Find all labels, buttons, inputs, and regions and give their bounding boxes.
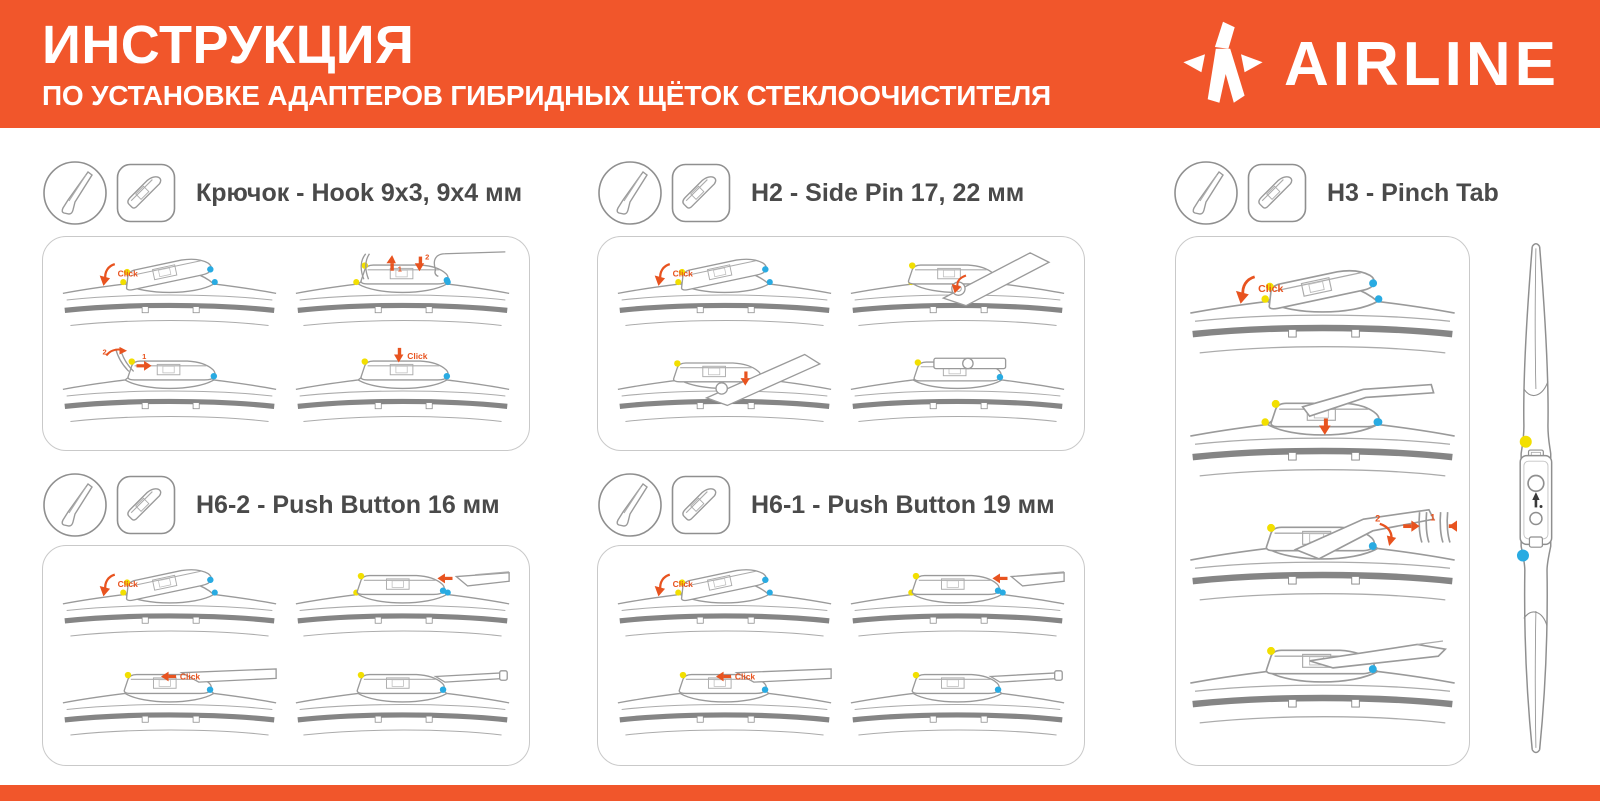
instruction-panel-hook xyxy=(42,236,530,451)
adapter-icon xyxy=(116,475,176,535)
diagram-step-place-adapter xyxy=(1188,257,1457,375)
diagram-step-click-lock xyxy=(61,657,278,754)
wiper-blade-top-view-icon xyxy=(1498,224,1572,776)
diagram-step-slide-arm xyxy=(849,558,1066,655)
diagram-step-assembled xyxy=(1188,627,1457,745)
instruction-panel-h3 xyxy=(1175,236,1470,766)
svg-text:Click: Click xyxy=(1258,283,1284,296)
diagram-step-slide-arm xyxy=(294,558,511,655)
page-title: ИНСТРУКЦИЯ xyxy=(42,15,415,75)
section-header-hook xyxy=(42,160,522,226)
footer-bar xyxy=(0,785,1600,801)
diagram-step-insert-pin xyxy=(849,249,1066,343)
diagram-step-rotate-arm xyxy=(616,345,833,439)
instruction-panel-h2 xyxy=(597,236,1085,451)
svg-text:2: 2 xyxy=(425,252,430,262)
instruction-panel-h6-2 xyxy=(42,545,530,766)
diagram-step-click-lock xyxy=(294,345,511,439)
diagram-step-assembled xyxy=(849,657,1066,754)
section-header-h3 xyxy=(1173,160,1499,226)
page-subtitle: ПО УСТАНОВКЕ АДАПТЕРОВ ГИБРИДНЫХ ЩЁТОК СТЕКЛООЧИСТИТЕЛЯ xyxy=(42,80,1051,111)
adapter-icon xyxy=(671,163,731,223)
section-label: H2 - Side Pin 17, 22 мм xyxy=(751,178,1025,207)
diagram-step-pinch-tabs xyxy=(1188,504,1457,622)
svg-text:Click: Click xyxy=(117,268,138,279)
airline-star-icon xyxy=(1178,20,1268,110)
svg-text:Click: Click xyxy=(407,350,428,361)
svg-text:Click: Click xyxy=(734,670,756,681)
header-banner xyxy=(0,0,1600,128)
section-label: H3 - Pinch Tab xyxy=(1327,178,1499,207)
instruction-panel-h6-1 xyxy=(597,545,1085,766)
diagram-step-attach-hook xyxy=(61,345,278,439)
section-label: H6-1 - Push Button 19 мм xyxy=(751,490,1055,519)
section-label: H6-2 - Push Button 16 мм xyxy=(196,490,500,519)
section-label: Крючок - Hook 9x3, 9x4 мм xyxy=(196,178,523,207)
wiper-arm-icon xyxy=(597,160,663,226)
brand-text: AIRLINE xyxy=(1284,30,1560,99)
adapter-icon xyxy=(671,475,731,535)
diagram-step-place-adapter xyxy=(61,558,278,655)
wiper-arm-icon xyxy=(42,472,108,538)
svg-text:2: 2 xyxy=(1375,513,1381,524)
wiper-arm-icon xyxy=(42,160,108,226)
diagram-step-hook-arm xyxy=(294,249,511,343)
svg-text:Click: Click xyxy=(117,578,138,589)
diagram-step-place-adapter xyxy=(616,249,833,343)
svg-text:2: 2 xyxy=(102,346,107,356)
diagram-step-assembled xyxy=(294,657,511,754)
adapter-icon xyxy=(116,163,176,223)
diagram-step-click-lock xyxy=(616,657,833,754)
svg-text:Click: Click xyxy=(179,670,201,681)
svg-text:1: 1 xyxy=(142,351,147,361)
svg-text:Click: Click xyxy=(672,578,693,589)
section-header-h6-1 xyxy=(597,472,1055,538)
section-header-h6-2 xyxy=(42,472,500,538)
diagram-step-place-adapter xyxy=(616,558,833,655)
section-header-h2 xyxy=(597,160,1024,226)
wiper-arm-icon xyxy=(1173,160,1239,226)
svg-text:1: 1 xyxy=(397,264,402,274)
diagram-step-place-adapter xyxy=(61,249,278,343)
svg-text:1: 1 xyxy=(1430,511,1436,522)
svg-text:Click: Click xyxy=(672,268,693,279)
airline-logo xyxy=(1178,19,1560,111)
adapter-icon xyxy=(1247,163,1307,223)
wiper-arm-icon xyxy=(597,472,663,538)
diagram-step-insert-cover xyxy=(1188,380,1457,498)
diagram-step-assembled xyxy=(849,345,1066,439)
